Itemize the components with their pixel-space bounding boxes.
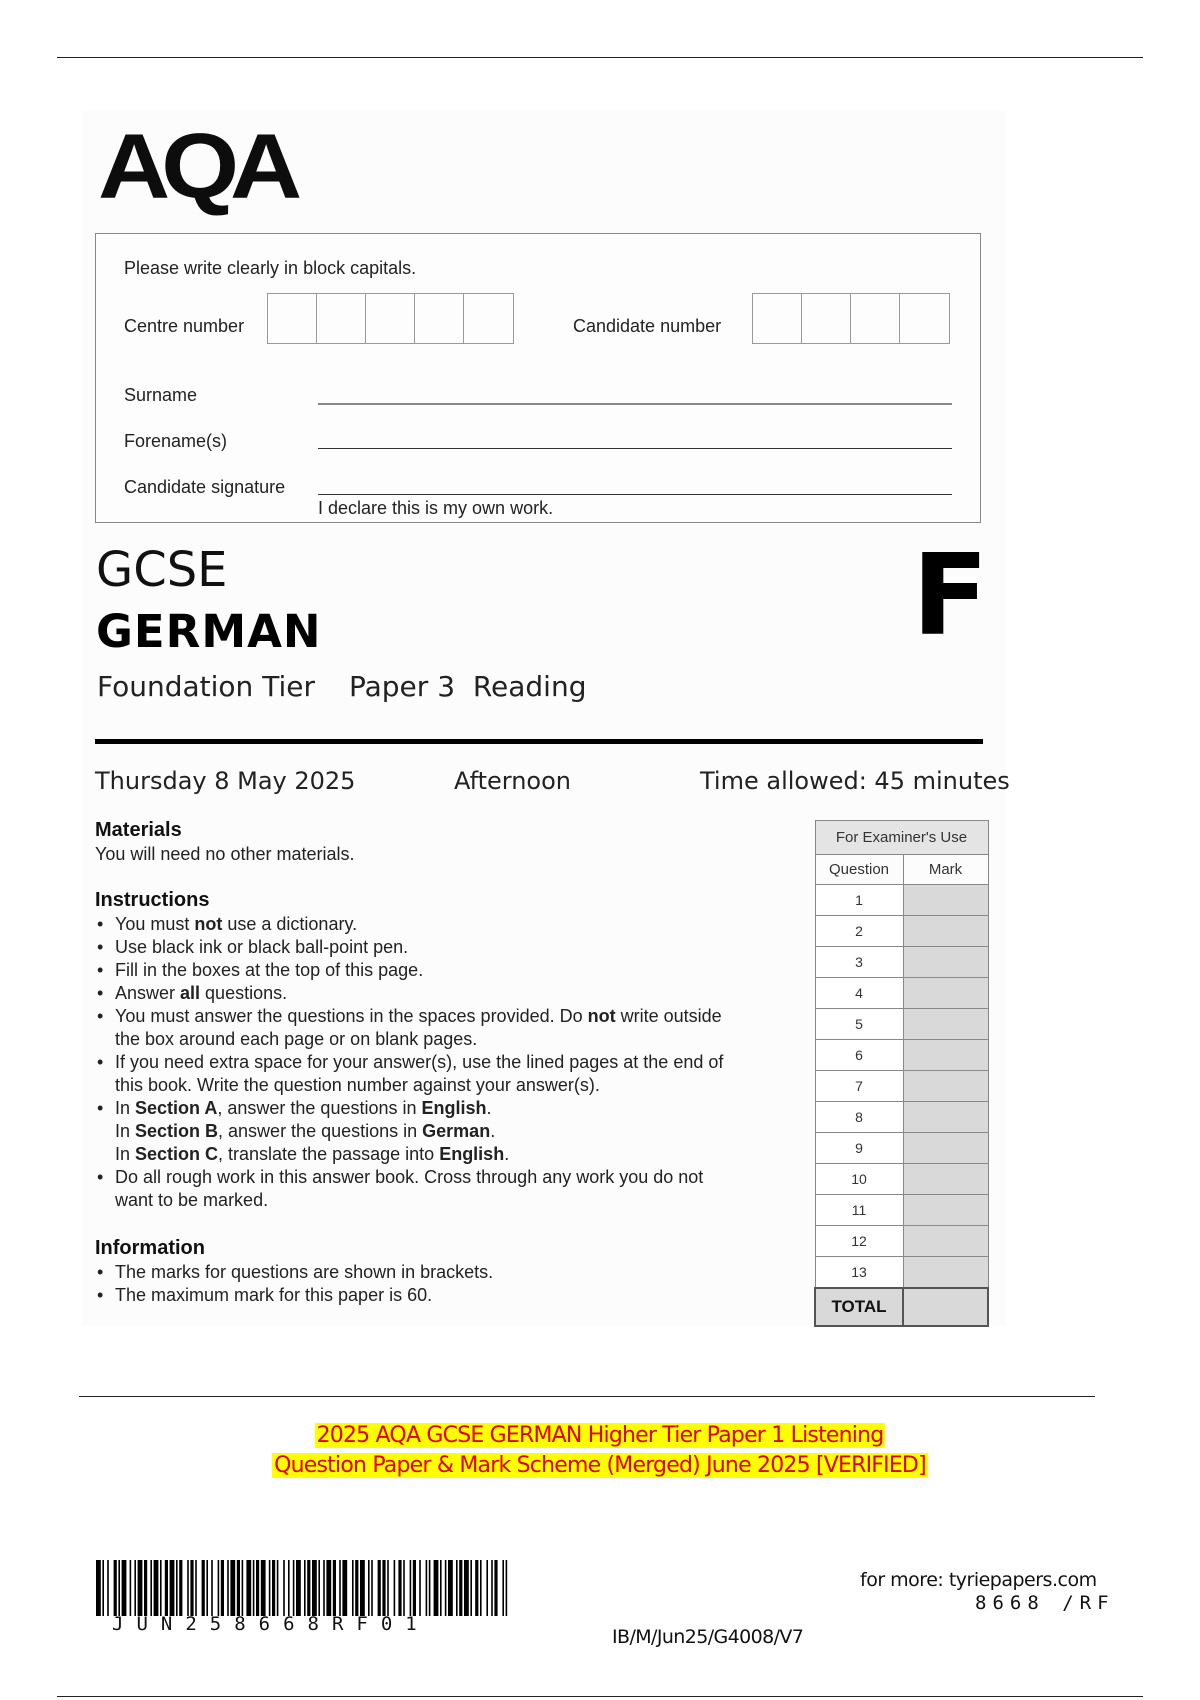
forenames-field[interactable]: [318, 448, 952, 449]
tier-letter: F: [912, 531, 989, 661]
aqa-logo: AQA: [98, 114, 294, 218]
centre-number-field[interactable]: [267, 293, 514, 344]
barcode-bar: [475, 1560, 478, 1616]
barcode-bar: [246, 1560, 251, 1616]
barcode-bar: [323, 1560, 325, 1616]
question-number: 3: [815, 947, 903, 978]
paper-reference: IB/M/Jun25/G4008/V7: [612, 1626, 804, 1648]
mark-cell: [903, 1040, 988, 1071]
barcode-bar: [96, 1560, 101, 1616]
examiner-use-table: [814, 820, 989, 1327]
barcode-bar: [190, 1560, 193, 1616]
mark-cell: [903, 1133, 988, 1164]
page-bottom-rule: [57, 1696, 1143, 1697]
barcode-bar: [118, 1560, 120, 1616]
signature-field[interactable]: [318, 494, 952, 495]
surname-field[interactable]: [318, 403, 952, 405]
mark-cell: [903, 1257, 988, 1289]
barcode-number: JUN258668RF01: [112, 1613, 430, 1635]
barcode-bar: [307, 1560, 310, 1616]
barcode-bar: [470, 1560, 472, 1616]
barcode-bar: [107, 1560, 109, 1616]
examiner-table-row: [815, 1257, 988, 1289]
examiner-table-row: [815, 1009, 988, 1040]
candidate-digit-box[interactable]: [900, 294, 949, 343]
paper-code: 8668 /RF: [975, 1592, 1115, 1614]
barcode-bar: [277, 1560, 279, 1616]
barcode-bar: [195, 1560, 197, 1616]
mark-cell: [903, 978, 988, 1009]
barcode-bar: [256, 1560, 259, 1616]
instruction-item-sections: • In Section A, answer the questions in English. In Section B, answer the questions in German. In Section C, translate the passage into English.: [95, 1097, 785, 1166]
barcode-bar: [403, 1560, 405, 1616]
title-divider: [95, 739, 983, 744]
barcode-bar: [150, 1560, 152, 1616]
barcode-bar: [304, 1560, 306, 1616]
instruction-item: • Do all rough work in this answer book. Cross through any work you do not want to be marked.: [95, 1166, 785, 1212]
barcode-bar: [434, 1560, 439, 1616]
barcode-bar: [202, 1560, 205, 1616]
barcode-bar: [237, 1560, 240, 1616]
time-allowed: Time allowed: 45 minutes: [700, 767, 1010, 795]
barcode-bar: [429, 1560, 431, 1616]
total-mark-cell: [903, 1288, 988, 1326]
question-number: 1: [815, 885, 903, 916]
barcode-bar: [187, 1560, 189, 1616]
centre-digit-box[interactable]: [268, 294, 317, 343]
source-website: for more: tyriepapers.com: [860, 1569, 1097, 1591]
mark-cell: [903, 1195, 988, 1226]
barcode-bar: [144, 1560, 147, 1616]
question-number: 11: [815, 1195, 903, 1226]
promo-line-2: Question Paper & Mark Scheme (Merged) June 2025 [VERIFIED]: [274, 1453, 926, 1478]
question-number: 10: [815, 1164, 903, 1195]
information-list: [95, 1261, 785, 1307]
centre-number-label: Centre number: [124, 316, 245, 336]
barcode-bar: [382, 1560, 385, 1616]
barcode-bar: [154, 1560, 159, 1616]
barcode-bar: [326, 1560, 331, 1616]
barcode-bar: [352, 1560, 354, 1616]
barcode-bar: [211, 1560, 213, 1616]
examiner-table-row: [815, 1226, 988, 1257]
top-rule: [57, 57, 1143, 58]
barcode-bar: [206, 1560, 208, 1616]
candidate-digit-box[interactable]: [753, 294, 802, 343]
barcode-bar: [230, 1560, 235, 1616]
examiner-table-row: [815, 1040, 988, 1071]
barcode-bar: [102, 1560, 104, 1616]
barcode-bar: [387, 1560, 389, 1616]
barcode-bar: [261, 1560, 266, 1616]
barcode-bar: [176, 1560, 178, 1616]
paper-name: Paper 3 Reading: [349, 670, 587, 703]
barcode-bar: [114, 1560, 117, 1616]
barcode-bar: [426, 1560, 428, 1616]
question-number: 9: [815, 1133, 903, 1164]
barcode-bar: [312, 1560, 317, 1616]
examiner-table-row: [815, 1102, 988, 1133]
barcode-bar: [355, 1560, 358, 1616]
instruction-item: • Fill in the boxes at the top of this page.: [95, 959, 785, 982]
mark-cell: [903, 1071, 988, 1102]
instruction-item: • You must answer the questions in the spaces provided. Do not write outside the box around each page or on blank pages.: [95, 1005, 785, 1051]
instructions-heading: Instructions: [95, 889, 210, 911]
barcode-bar: [165, 1560, 168, 1616]
mark-cell: [903, 1102, 988, 1133]
materials-heading: Materials: [95, 819, 182, 841]
barcode-bar: [445, 1560, 447, 1616]
examiner-table-body: [815, 885, 988, 1289]
barcode-bar: [494, 1560, 497, 1616]
barcode-bar: [242, 1560, 244, 1616]
barcode-bar: [138, 1560, 143, 1616]
forenames-label: Forename(s): [124, 431, 228, 451]
instruction-item: • Use black ink or black ball-point pen.: [95, 936, 785, 959]
barcode-bar: [378, 1560, 381, 1616]
qualification-title: GCSE: [96, 542, 228, 598]
centre-digit-box[interactable]: [415, 294, 464, 343]
question-number: 12: [815, 1226, 903, 1257]
barcode: [96, 1560, 508, 1616]
information-item: • The marks for questions are shown in brackets.: [95, 1261, 785, 1284]
question-number: 2: [815, 916, 903, 947]
candidate-digit-box[interactable]: [851, 294, 900, 343]
barcode-bar: [394, 1560, 396, 1616]
barcode-bar: [506, 1560, 508, 1616]
question-number: 7: [815, 1071, 903, 1102]
barcode-bar: [170, 1560, 175, 1616]
promo-line-1: 2025 AQA GCSE GERMAN Higher Tier Paper 1 Listening: [316, 1423, 884, 1448]
barcode-bar: [227, 1560, 229, 1616]
centre-digit-box[interactable]: [366, 294, 415, 343]
mark-column-header: Mark: [903, 855, 988, 885]
candidate-digit-box[interactable]: [802, 294, 851, 343]
barcode-bar: [134, 1560, 136, 1616]
barcode-bar: [440, 1560, 442, 1616]
examiner-table-row: [815, 1071, 988, 1102]
barcode-bar: [410, 1560, 412, 1616]
barcode-bar: [122, 1560, 127, 1616]
barcode-bar: [360, 1560, 365, 1616]
barcode-bar: [253, 1560, 255, 1616]
barcode-bar: [459, 1560, 462, 1616]
barcode-bar: [160, 1560, 162, 1616]
barcode-bar: [269, 1560, 271, 1616]
instruction-item: • If you need extra space for your answer(s), use the lined pages at the end of this book. Write the question number against your answer(s).: [95, 1051, 785, 1097]
barcode-bar: [272, 1560, 275, 1616]
exam-session: Afternoon: [454, 767, 571, 795]
question-number: 8: [815, 1102, 903, 1133]
barcode-bar: [130, 1560, 132, 1616]
mark-cell: [903, 1164, 988, 1195]
information-item: • The maximum mark for this paper is 60.: [95, 1284, 785, 1307]
mark-cell: [903, 947, 988, 978]
barcode-bar: [464, 1560, 469, 1616]
question-number: 13: [815, 1257, 903, 1289]
barcode-bar: [333, 1560, 336, 1616]
barcode-bar: [413, 1560, 416, 1616]
examiner-table-row: [815, 916, 988, 947]
barcode-bar: [283, 1560, 285, 1616]
barcode-bar: [296, 1560, 301, 1616]
centre-digit-box[interactable]: [317, 294, 366, 343]
instruction-item: • You must not use a dictionary.: [95, 913, 785, 936]
barcode-bar: [293, 1560, 295, 1616]
question-number: 6: [815, 1040, 903, 1071]
barcode-bar: [288, 1560, 290, 1616]
candidate-number-field[interactable]: [752, 293, 950, 344]
bottom-rule: [79, 1396, 1095, 1397]
question-number: 4: [815, 978, 903, 1009]
barcode-bar: [398, 1560, 401, 1616]
question-column-header: Question: [815, 855, 903, 885]
mark-cell: [903, 1226, 988, 1257]
examiner-table-row: [815, 1164, 988, 1195]
examiner-table-row: [815, 1133, 988, 1164]
examiner-table-row: [815, 947, 988, 978]
barcode-bar: [448, 1560, 453, 1616]
mark-cell: [903, 916, 988, 947]
tier-name: Foundation Tier: [97, 670, 315, 703]
barcode-bar: [419, 1560, 421, 1616]
examiner-table-title: For Examiner's Use: [815, 821, 988, 855]
examiner-table-row: [815, 885, 988, 916]
examiner-table-row: [815, 978, 988, 1009]
candidate-details-box: [95, 233, 981, 523]
barcode-bar: [456, 1560, 458, 1616]
question-number: 5: [815, 1009, 903, 1040]
signature-label: Candidate signature: [124, 477, 286, 497]
barcode-bar: [371, 1560, 373, 1616]
total-label: TOTAL: [815, 1288, 903, 1326]
subject-title: GERMAN: [96, 605, 322, 658]
declaration-text: I declare this is my own work.: [318, 498, 554, 518]
materials-text: You will need no other materials.: [95, 844, 355, 864]
candidate-number-label: Candidate number: [573, 316, 722, 336]
barcode-bar: [342, 1560, 347, 1616]
barcode-bar: [486, 1560, 488, 1616]
block-capitals-instruction: Please write clearly in block capitals.: [124, 258, 417, 278]
barcode-bar: [218, 1560, 220, 1616]
barcode-bar: [480, 1560, 482, 1616]
instruction-item: • Answer all questions.: [95, 982, 785, 1005]
barcode-bar: [502, 1560, 504, 1616]
barcode-bar: [221, 1560, 224, 1616]
mark-cell: [903, 885, 988, 916]
exam-date: Thursday 8 May 2025: [95, 767, 356, 795]
barcode-bar: [491, 1560, 493, 1616]
mark-cell: [903, 1009, 988, 1040]
barcode-bar: [318, 1560, 320, 1616]
examiner-table-row: [815, 1195, 988, 1226]
instructions-list: [95, 913, 785, 1212]
information-heading: Information: [95, 1237, 205, 1259]
barcode-bar: [368, 1560, 370, 1616]
barcode-bar: [339, 1560, 341, 1616]
centre-digit-box[interactable]: [464, 294, 513, 343]
barcode-bar: [179, 1560, 182, 1616]
surname-label: Surname: [124, 385, 198, 405]
